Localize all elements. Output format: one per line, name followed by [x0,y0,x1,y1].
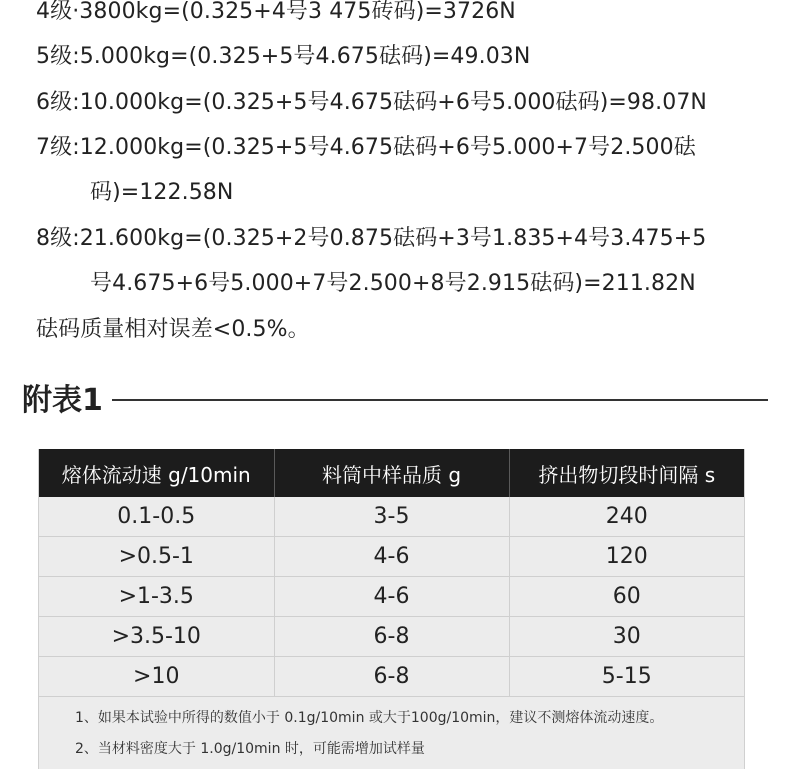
cell-cut-interval: 5-15 [509,657,744,697]
cell-cut-interval: 60 [509,577,744,617]
formula-line-grade-7-continued: 码)=122.58N [90,180,234,205]
table-row [39,497,744,537]
cell-cut-interval: 240 [509,497,744,537]
table-row [39,617,744,657]
header-sample-mass: 料筒中样品质 g [274,449,509,497]
table-note-2: 2、当材料密度大于 1.0g/10min 时，可能需增加试样量 [75,741,425,757]
formula-line-grade-4: 4级·3800kg=(0.325+4号3 475砖码)=3726N [36,0,516,24]
table-note-1: 1、如果本试验中所得的数值小于 0.1g/10min 或大于100g/10min，建议不测熔体流动速度。 [75,710,664,726]
formula-line-grade-5: 5级:5.000kg=(0.325+5号4.675砝码)=49.03N [36,44,531,69]
cell-flow-rate: >0.5-1 [39,537,274,577]
formula-line-grade-8-continued: 号4.675+6号5.000+7号2.500+8号2.915砝码)=211.82N [90,271,696,296]
formula-line-grade-8: 8级:21.600kg=(0.325+2号0.875砝码+3号1.835+4号3.475+5 [36,226,707,251]
cell-flow-rate: >3.5-10 [39,617,274,657]
header-cut-interval: 挤出物切段时间隔 s [509,449,744,497]
table-row [39,537,744,577]
cell-flow-rate: >10 [39,657,274,697]
table-row [39,657,744,697]
weight-error-statement: 砝码质量相对误差<0.5%。 [36,317,310,342]
cell-cut-interval: 30 [509,617,744,657]
header-melt-flow-rate: 熔体流动速 g/10min [39,449,274,497]
table-row [39,577,744,617]
cell-sample-mass: 6-8 [274,657,509,697]
cell-flow-rate: 0.1-0.5 [39,497,274,537]
formula-line-grade-6: 6级:10.000kg=(0.325+5号4.675砝码+6号5.000砝码)=98.07N [36,90,707,115]
section-heading-row [22,381,768,421]
cell-cut-interval: 120 [509,537,744,577]
cell-sample-mass: 6-8 [274,617,509,657]
appendix-table-container [38,449,745,769]
table-header-row [39,449,744,497]
heading-divider [112,399,768,401]
formula-line-grade-7: 7级:12.000kg=(0.325+5号4.675砝码+6号5.000+7号2.500砝 [36,135,696,160]
section-heading: 附表1 [22,383,103,418]
appendix-table [39,449,744,697]
cell-sample-mass: 3-5 [274,497,509,537]
cell-sample-mass: 4-6 [274,537,509,577]
cell-flow-rate: >1-3.5 [39,577,274,617]
cell-sample-mass: 4-6 [274,577,509,617]
